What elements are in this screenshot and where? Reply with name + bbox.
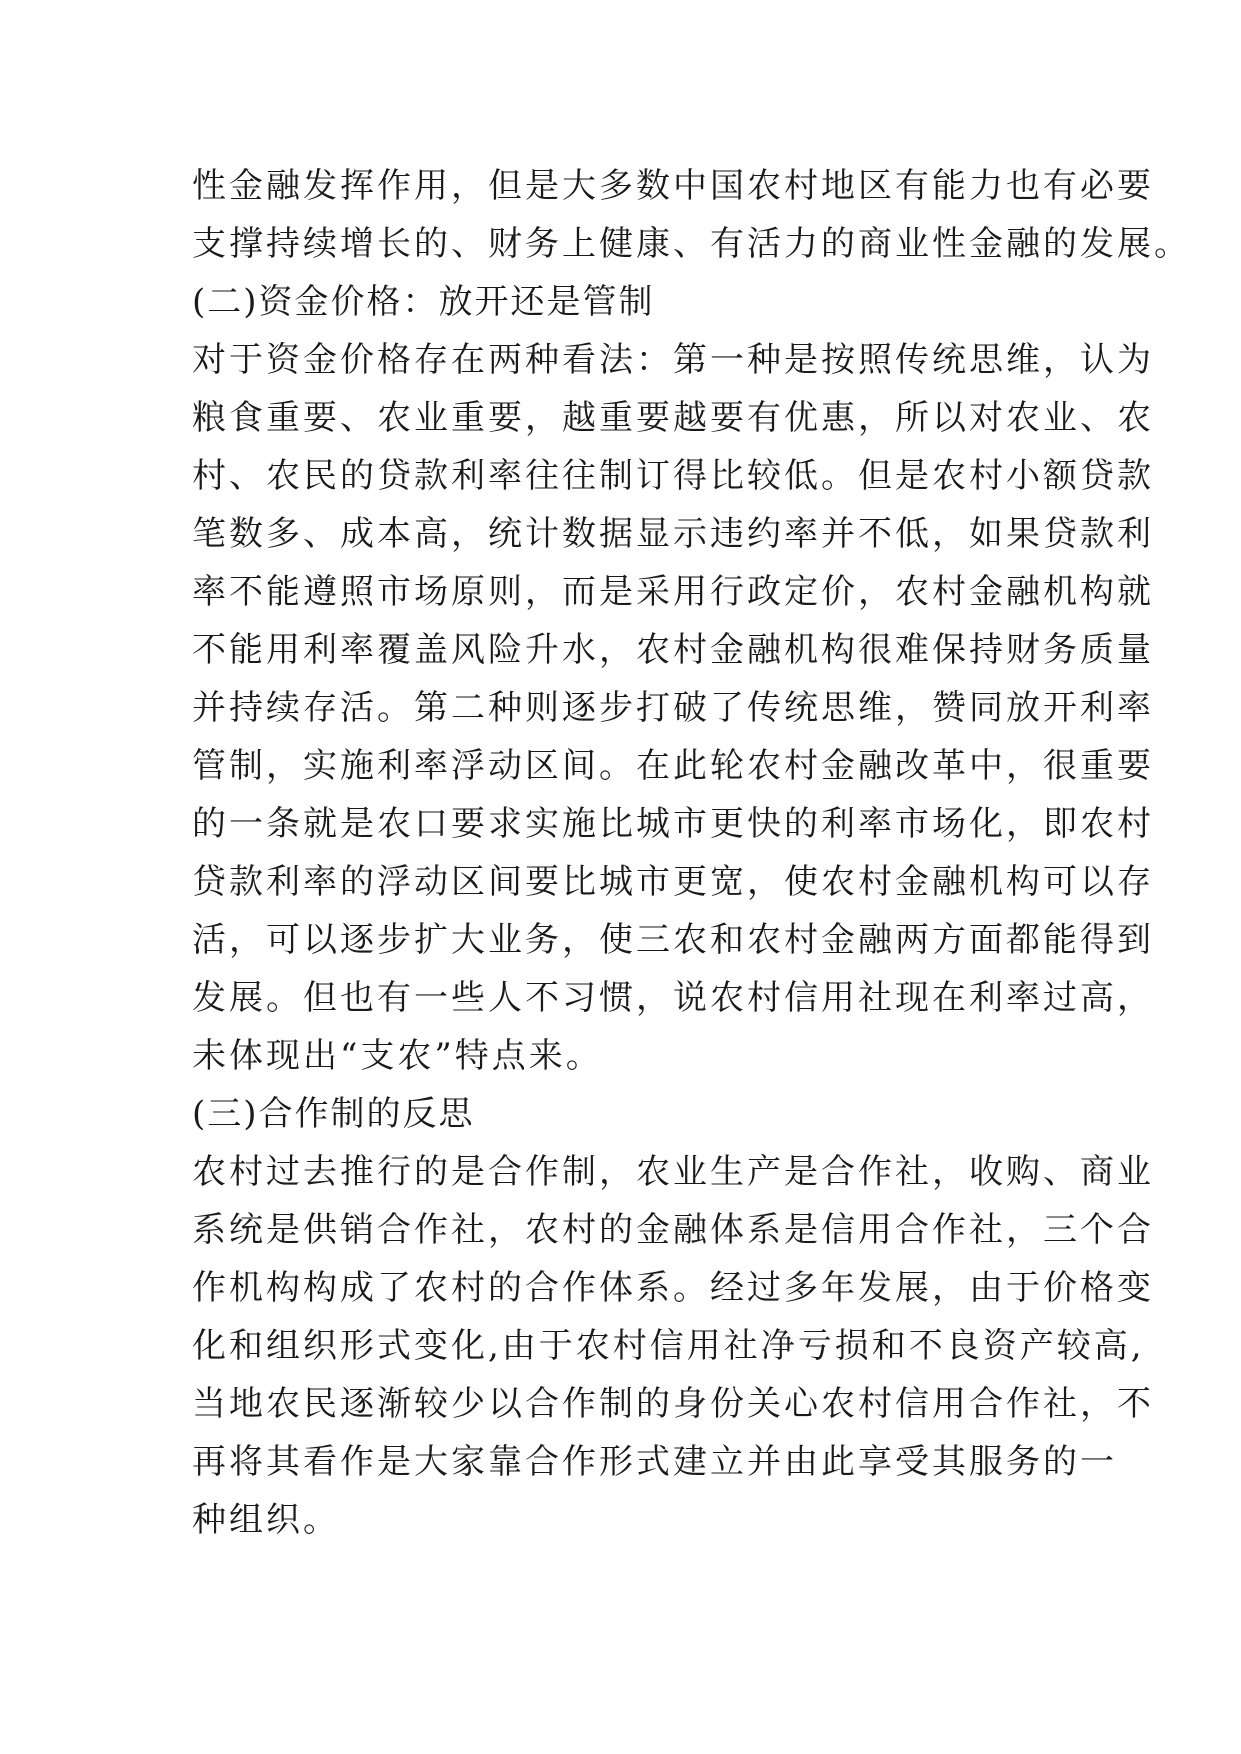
paragraph-line: 活，可以逐步扩大业务，使三农和农村金融两方面都能得到 — [192, 920, 1154, 960]
paragraph-line: 粮食重要、农业重要，越重要越要有优惠，所以对农业、农 — [192, 398, 1154, 438]
section-heading: (二)资金价格：放开还是管制 — [192, 282, 655, 322]
paragraph-line: 对于资金价格存在两种看法：第一种是按照传统思维，认为 — [192, 340, 1154, 380]
paragraph-line: 系统是供销合作社，农村的金融体系是信用合作社，三个合 — [192, 1210, 1154, 1250]
paragraph-line: 的一条就是农口要求实施比城市更快的利率市场化，即农村 — [192, 804, 1154, 844]
paragraph-line: 贷款利率的浮动区间要比城市更宽，使农村金融机构可以存 — [192, 862, 1154, 902]
paragraph-line: 农村过去推行的是合作制，农业生产是合作社，收购、商业 — [192, 1152, 1154, 1192]
paragraph-line: 未体现出“支农”特点来。 — [192, 1036, 603, 1076]
paragraph-line: 作机构构成了农村的合作体系。经过多年发展，由于价格变 — [192, 1268, 1154, 1308]
paragraph-line: 并持续存活。第二种则逐步打破了传统思维，赞同放开利率 — [192, 688, 1154, 728]
paragraph-line: 性金融发挥作用，但是大多数中国农村地区有能力也有必要 — [192, 166, 1154, 206]
paragraph-line: 再将其看作是大家靠合作形式建立并由此享受其服务的一 — [192, 1442, 1117, 1482]
paragraph-line: 化和组织形式变化,由于农村信用社净亏损和不良资产较高, — [192, 1326, 1145, 1366]
section-heading: (三)合作制的反思 — [192, 1094, 475, 1134]
paragraph-line: 率不能遵照市场原则，而是采用行政定价，农村金融机构就 — [192, 572, 1154, 612]
paragraph-line: 管制，实施利率浮动区间。在此轮农村金融改革中，很重要 — [192, 746, 1154, 786]
paragraph-line: 村、农民的贷款利率往往制订得比较低。但是农村小额贷款 — [192, 456, 1154, 496]
paragraph-line: 不能用利率覆盖风险升水，农村金融机构很难保持财务质量 — [192, 630, 1154, 670]
paragraph-line: 支撑持续增长的、财务上健康、有活力的商业性金融的发展。 — [192, 224, 1191, 264]
document-body — [192, 157, 1191, 1549]
paragraph-line: 发展。但也有一些人不习惯，说农村信用社现在利率过高， — [192, 978, 1154, 1018]
paragraph-line: 种组织。 — [192, 1500, 340, 1540]
paragraph-line: 当地农民逐渐较少以合作制的身份关心农村信用合作社，不 — [192, 1384, 1154, 1424]
paragraph-line: 笔数多、成本高，统计数据显示违约率并不低，如果贷款利 — [192, 514, 1154, 554]
